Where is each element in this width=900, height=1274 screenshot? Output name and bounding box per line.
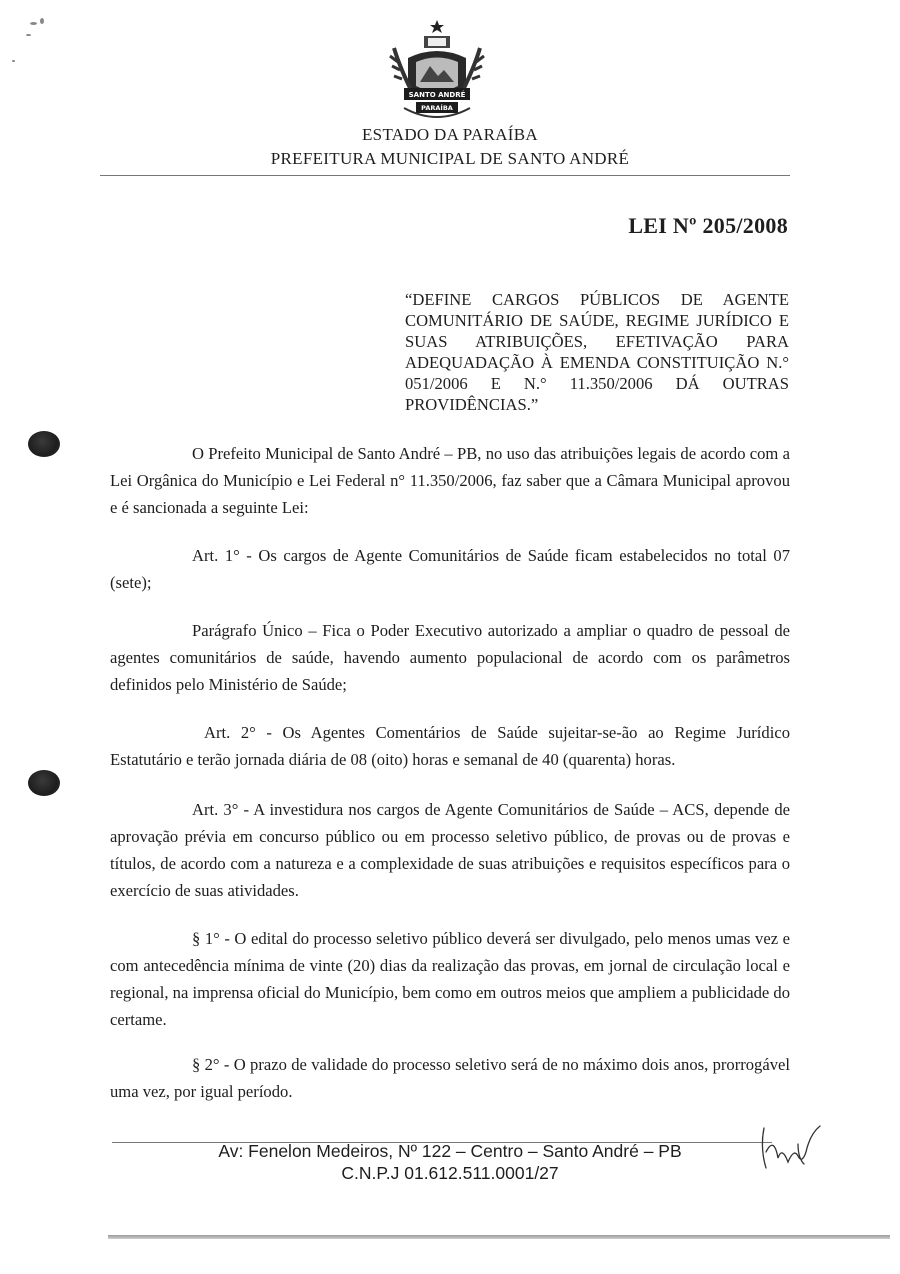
- article-1-text: Art. 1° - Os cargos de Agente Comunitários de Saúde ficam estabelecidos no total 07 (sete);: [110, 546, 790, 592]
- state-name-heading: ESTADO DA PARAÍBA: [362, 125, 538, 144]
- svg-text:PARAÍBA: PARAÍBA: [421, 104, 453, 112]
- handwritten-initials-signature: [758, 1122, 828, 1178]
- article-3-section-2-text: § 2° - O prazo de validade do processo seletivo será de no máximo dois anos, prorrogável uma vez, por igual período.: [110, 1055, 790, 1101]
- law-title: LEI Nº 205/2008: [628, 213, 788, 238]
- footer-cnpj: C.N.P.J 01.612.511.0001/27: [341, 1163, 559, 1183]
- article-1-sole-paragraph: [110, 617, 790, 698]
- law-ementa: “DEFINE CARGOS PÚBLICOS DE AGENTE COMUNITÁRIO DE SAÚDE, REGIME JURÍDICO E SUAS ATRIBUIÇÕES, EFETIVAÇÃO PARA ADEQUADAÇÃO À EMENDA CONSTITUIÇÃO N.° 051/2006 E N.° 11.350/2006 DÁ OUTRAS PROVIDÊNCIAS.”: [405, 290, 789, 414]
- header-divider: [100, 175, 790, 176]
- preamble-paragraph: [110, 440, 790, 521]
- scan-speck: [12, 60, 15, 62]
- scan-speck: [26, 34, 31, 36]
- article-3-section-1-paragraph: [110, 925, 790, 1033]
- scan-speck: [30, 22, 37, 25]
- preamble-text: O Prefeito Municipal de Santo André – PB, no uso das atribuições legais de acordo com a Lei Orgânica do Município e Lei Federal n° 11.350/2006, faz saber que a Câmara Municipal aprovou e é sancionada a seguinte Lei:: [110, 444, 790, 517]
- article-2-text: Art. 2° - Os Agentes Comentários de Saúde sujeitar-se-ão ao Regime Jurídico Estatutário e terão jornada diária de 08 (oito) horas e semanal de 40 (quarenta) horas.: [110, 723, 790, 769]
- svg-text:SANTO ANDRÉ: SANTO ANDRÉ: [408, 91, 466, 99]
- article-1-sole-paragraph-text: Parágrafo Único – Fica o Poder Executivo autorizado a ampliar o quadro de pessoal de agentes comunitários de saúde, havendo aumento populacional de acordo com os parâmetros definidos pelo Ministério de Saúde;: [110, 621, 790, 694]
- article-2-paragraph: [110, 719, 790, 773]
- scan-speck: [40, 18, 44, 24]
- article-1-paragraph: [110, 542, 790, 596]
- article-3-section-1-text: § 1° - O edital do processo seletivo público deverá ser divulgado, pelo menos umas vez e com antecedência mínima de vinte (20) dias da realização das provas, em jornal de circulação local e regional, na imprensa oficial do Município, bem como em outros meios que ampliem a publicidade do certame.: [110, 929, 790, 1029]
- punch-hole: [28, 770, 60, 796]
- prefecture-name-heading: PREFEITURA MUNICIPAL DE SANTO ANDRÉ: [270, 149, 630, 168]
- article-3-text: Art. 3° - A investidura nos cargos de Agente Comunitários de Saúde – ACS, depende de aprovação prévia em concurso público ou em processo seletivo público, de provas ou de provas e títulos, de acordo com a natureza e a complexidade de suas atribuições e requisitos específicos para o exercício de suas atividades.: [110, 800, 790, 900]
- punch-hole: [28, 431, 60, 457]
- municipal-coat-of-arms-emblem: [382, 18, 492, 122]
- footer-address: Av: Fenelon Medeiros, Nº 122 – Centro – Santo André – PB: [218, 1141, 682, 1161]
- article-3-paragraph: [110, 796, 790, 904]
- article-3-section-2-paragraph: [110, 1051, 790, 1105]
- scan-edge-shadow: [108, 1235, 890, 1239]
